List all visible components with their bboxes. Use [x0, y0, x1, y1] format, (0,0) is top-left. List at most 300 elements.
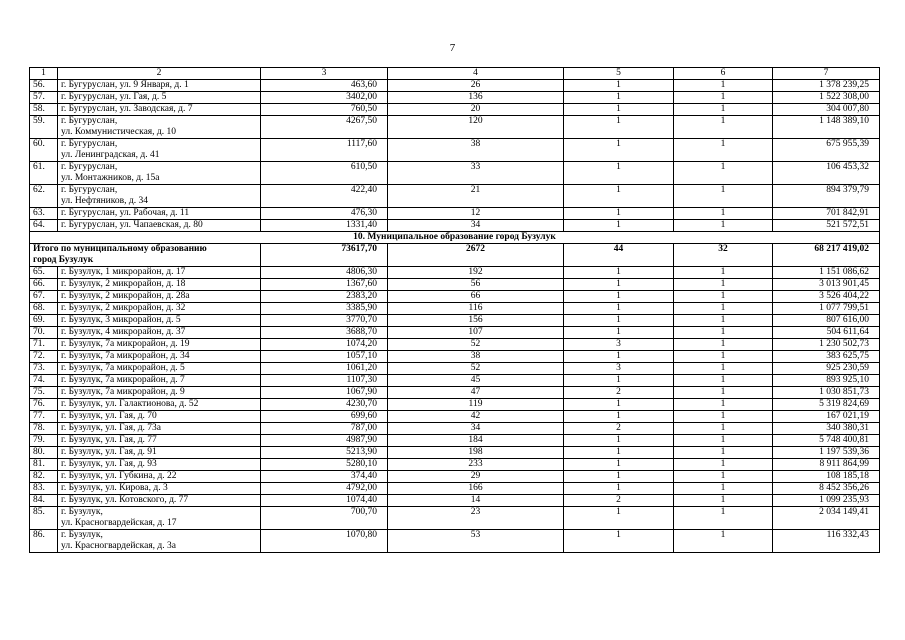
area-cell: 1107,30 — [261, 375, 388, 387]
table-row — [30, 459, 880, 471]
area-cell: 1067,90 — [261, 387, 388, 399]
count6-cell: 1 — [674, 399, 773, 411]
row-number: 80. — [30, 447, 58, 459]
count5-cell: 1 — [564, 80, 674, 92]
count6-cell: 1 — [674, 387, 773, 399]
total-count6: 32 — [674, 244, 773, 267]
table-row — [30, 279, 880, 291]
people-cell: 38 — [388, 351, 564, 363]
area-cell: 5280,10 — [261, 459, 388, 471]
address-cell — [58, 495, 261, 507]
sum-cell: 383 625,75 — [773, 351, 880, 363]
count5-cell: 1 — [564, 267, 674, 279]
sum-cell: 108 185,18 — [773, 471, 880, 483]
address-cell-line: г. Бузулук, 4 микрорайон, д. 37 — [61, 327, 186, 337]
address-cell-line: г. Бузулук, ул. Галактионова, д. 52 — [61, 399, 199, 409]
table-row — [30, 327, 880, 339]
area-cell: 476,30 — [261, 208, 388, 220]
area-cell: 4792,00 — [261, 483, 388, 495]
table-row — [30, 80, 880, 92]
people-cell: 66 — [388, 291, 564, 303]
sum-cell: 116 332,43 — [773, 530, 880, 553]
area-cell: 1070,80 — [261, 530, 388, 553]
people-cell: 107 — [388, 327, 564, 339]
people-cell: 192 — [388, 267, 564, 279]
sum-cell: 521 572,51 — [773, 220, 880, 232]
count6-cell: 1 — [674, 507, 773, 530]
total-people: 2672 — [388, 244, 564, 267]
address-cell-line: ул. Красногвардейская, д. 17 — [61, 518, 177, 528]
row-number: 75. — [30, 387, 58, 399]
row-number: 67. — [30, 291, 58, 303]
people-cell: 20 — [388, 104, 564, 116]
sum-cell: 1 230 502,73 — [773, 339, 880, 351]
address-cell-line: г. Бузулук, ул. Котовского, д. 77 — [61, 495, 189, 505]
area-cell: 1061,20 — [261, 363, 388, 375]
people-cell: 26 — [388, 80, 564, 92]
sum-cell: 1 099 235,93 — [773, 495, 880, 507]
table-row — [30, 267, 880, 279]
table-row — [30, 363, 880, 375]
count6-cell: 1 — [674, 291, 773, 303]
address-cell-line: г. Бугуруслан, — [61, 162, 118, 172]
address-cell-line: г. Бузулук, 2 микрорайон, д. 32 — [61, 303, 186, 313]
address-cell — [58, 375, 261, 387]
count5-cell: 1 — [564, 185, 674, 208]
count6-cell: 1 — [674, 104, 773, 116]
row-number: 65. — [30, 267, 58, 279]
count6-cell: 1 — [674, 279, 773, 291]
count6-cell: 1 — [674, 92, 773, 104]
address-cell-line: г. Бузулук, 7а микрорайон, д. 9 — [61, 387, 185, 397]
address-cell — [58, 80, 261, 92]
people-cell: 34 — [388, 423, 564, 435]
address-cell — [58, 208, 261, 220]
count5-cell: 1 — [564, 279, 674, 291]
sum-cell: 1 378 239,25 — [773, 80, 880, 92]
people-cell: 119 — [388, 399, 564, 411]
count6-cell: 1 — [674, 162, 773, 185]
sum-cell: 167 021,19 — [773, 411, 880, 423]
address-cell-line: ул. Коммунистическая, д. 10 — [61, 127, 176, 137]
address-cell — [58, 315, 261, 327]
count5-cell: 1 — [564, 459, 674, 471]
area-cell: 1331,40 — [261, 220, 388, 232]
address-cell-line: г. Бузулук, 2 микрорайон, д. 18 — [61, 279, 186, 289]
count5-cell: 2 — [564, 387, 674, 399]
area-cell: 4230,70 — [261, 399, 388, 411]
people-cell: 14 — [388, 495, 564, 507]
count5-cell: 1 — [564, 483, 674, 495]
people-cell: 21 — [388, 185, 564, 208]
row-number: 70. — [30, 327, 58, 339]
count6-cell: 1 — [674, 411, 773, 423]
total-sum: 68 217 419,02 — [773, 244, 880, 267]
address-cell-line: г. Бузулук, 7а микрорайон, д. 19 — [61, 339, 190, 349]
count5-cell: 1 — [564, 327, 674, 339]
sum-cell: 925 230,59 — [773, 363, 880, 375]
area-cell: 4806,30 — [261, 267, 388, 279]
table-row — [30, 303, 880, 315]
address-cell — [58, 507, 261, 530]
people-cell: 136 — [388, 92, 564, 104]
count6-cell: 1 — [674, 315, 773, 327]
sum-cell: 5 748 400,81 — [773, 435, 880, 447]
row-number: 71. — [30, 339, 58, 351]
count5-cell: 1 — [564, 139, 674, 162]
address-cell-line: г. Бузулук, ул. Гая, д. 77 — [61, 435, 157, 445]
count5-cell: 3 — [564, 339, 674, 351]
address-cell-line: г. Бузулук, ул. Гая, д. 70 — [61, 411, 157, 421]
count6-cell: 1 — [674, 267, 773, 279]
area-cell: 3402,00 — [261, 92, 388, 104]
table-row — [30, 351, 880, 363]
address-cell-line: г. Бугуруслан, — [61, 185, 118, 195]
sum-cell: 8 452 356,26 — [773, 483, 880, 495]
count6-cell: 1 — [674, 139, 773, 162]
section-row — [30, 232, 880, 244]
count6-cell: 1 — [674, 435, 773, 447]
column-header: 5 — [564, 68, 674, 80]
sum-cell: 504 611,64 — [773, 327, 880, 339]
row-number: 61. — [30, 162, 58, 185]
address-cell-line: г. Бугуруслан, — [61, 139, 118, 149]
count6-cell: 1 — [674, 375, 773, 387]
table-row — [30, 104, 880, 116]
table-row — [30, 315, 880, 327]
column-header: 3 — [261, 68, 388, 80]
row-number: 63. — [30, 208, 58, 220]
area-cell: 1367,60 — [261, 279, 388, 291]
count5-cell: 1 — [564, 162, 674, 185]
address-cell-line: г. Бугуруслан, ул. 9 Января, д. 1 — [61, 80, 189, 90]
row-number: 76. — [30, 399, 58, 411]
people-cell: 29 — [388, 471, 564, 483]
sum-cell: 3 526 404,22 — [773, 291, 880, 303]
table-row — [30, 423, 880, 435]
people-cell: 53 — [388, 530, 564, 553]
count5-cell: 1 — [564, 435, 674, 447]
count6-cell: 1 — [674, 471, 773, 483]
row-number: 83. — [30, 483, 58, 495]
row-number: 79. — [30, 435, 58, 447]
sum-cell: 1 030 851,73 — [773, 387, 880, 399]
sum-cell: 675 955,39 — [773, 139, 880, 162]
sum-cell: 1 148 389,10 — [773, 116, 880, 139]
count6-cell: 1 — [674, 208, 773, 220]
count6-cell: 1 — [674, 423, 773, 435]
address-cell-line: г. Бугуруслан, — [61, 116, 118, 126]
address-cell-line: г. Бузулук, ул. Губкина, д. 22 — [61, 471, 177, 481]
count5-cell: 2 — [564, 423, 674, 435]
column-header: 2 — [58, 68, 261, 80]
area-cell: 463,60 — [261, 80, 388, 92]
count5-cell: 1 — [564, 399, 674, 411]
people-cell: 56 — [388, 279, 564, 291]
address-cell-line: г. Бузулук, 7а микрорайон, д. 7 — [61, 375, 185, 385]
table-row — [30, 507, 880, 530]
table-row — [30, 220, 880, 232]
area-cell: 787,00 — [261, 423, 388, 435]
address-cell — [58, 162, 261, 185]
table-row — [30, 291, 880, 303]
address-cell-line: ул. Нефтяников, д. 34 — [61, 196, 148, 206]
address-cell-line: г. Бузулук, 3 микрорайон, д. 5 — [61, 315, 181, 325]
address-cell — [58, 387, 261, 399]
row-number: 58. — [30, 104, 58, 116]
table-row — [30, 162, 880, 185]
total-count5: 44 — [564, 244, 674, 267]
column-header: 4 — [388, 68, 564, 80]
sum-cell: 8 911 864,99 — [773, 459, 880, 471]
sum-cell: 1 077 799,51 — [773, 303, 880, 315]
row-number: 74. — [30, 375, 58, 387]
address-cell-line: г. Бузулук, — [61, 530, 103, 540]
count6-cell: 1 — [674, 327, 773, 339]
address-cell — [58, 139, 261, 162]
address-cell-line: г. Бузулук, ул. Гая, д. 93 — [61, 459, 157, 469]
table-row — [30, 435, 880, 447]
count5-cell: 1 — [564, 375, 674, 387]
people-cell: 47 — [388, 387, 564, 399]
count5-cell: 3 — [564, 363, 674, 375]
count6-cell: 1 — [674, 483, 773, 495]
section-title: 10. Муниципальное образование город Бузулук — [30, 232, 880, 244]
table-row — [30, 208, 880, 220]
area-cell: 4987,90 — [261, 435, 388, 447]
total-label-line: город Бузулук — [33, 255, 94, 265]
people-cell: 23 — [388, 507, 564, 530]
count5-cell: 1 — [564, 447, 674, 459]
address-cell — [58, 459, 261, 471]
count6-cell: 1 — [674, 495, 773, 507]
row-number: 86. — [30, 530, 58, 553]
sum-cell: 5 319 824,69 — [773, 399, 880, 411]
table-row — [30, 185, 880, 208]
row-number: 77. — [30, 411, 58, 423]
count6-cell: 1 — [674, 351, 773, 363]
address-cell — [58, 363, 261, 375]
row-number: 60. — [30, 139, 58, 162]
area-cell: 1074,40 — [261, 495, 388, 507]
people-cell: 45 — [388, 375, 564, 387]
address-cell — [58, 185, 261, 208]
sum-cell: 1 522 308,00 — [773, 92, 880, 104]
address-cell — [58, 327, 261, 339]
count5-cell: 1 — [564, 530, 674, 553]
address-cell-line: г. Бузулук, 2 микрорайон, д. 28а — [61, 291, 190, 301]
address-cell — [58, 411, 261, 423]
total-label — [30, 244, 261, 267]
area-cell: 700,70 — [261, 507, 388, 530]
row-number: 59. — [30, 116, 58, 139]
address-cell-line: г. Бузулук, 1 микрорайон, д. 17 — [61, 267, 186, 277]
address-cell — [58, 447, 261, 459]
housing-table — [29, 67, 880, 553]
sum-cell: 106 453,32 — [773, 162, 880, 185]
people-cell: 42 — [388, 411, 564, 423]
table-body — [30, 68, 880, 553]
table-row — [30, 92, 880, 104]
count5-cell: 2 — [564, 495, 674, 507]
row-number: 64. — [30, 220, 58, 232]
people-cell: 52 — [388, 363, 564, 375]
row-number: 78. — [30, 423, 58, 435]
table-row — [30, 530, 880, 553]
area-cell: 1057,10 — [261, 351, 388, 363]
address-cell — [58, 339, 261, 351]
count6-cell: 1 — [674, 303, 773, 315]
header-row — [30, 68, 880, 80]
sum-cell: 701 842,91 — [773, 208, 880, 220]
address-cell-line: ул. Монтажников, д. 15а — [61, 173, 160, 183]
address-cell-line: ул. Ленинградская, д. 41 — [61, 150, 160, 160]
count5-cell: 1 — [564, 303, 674, 315]
row-number: 85. — [30, 507, 58, 530]
column-header: 1 — [30, 68, 58, 80]
total-row — [30, 244, 880, 267]
area-cell: 760,50 — [261, 104, 388, 116]
sum-cell: 807 616,00 — [773, 315, 880, 327]
count5-cell: 1 — [564, 351, 674, 363]
count5-cell: 1 — [564, 291, 674, 303]
count6-cell: 1 — [674, 459, 773, 471]
count5-cell: 1 — [564, 315, 674, 327]
sum-cell: 1 197 539,36 — [773, 447, 880, 459]
people-cell: 34 — [388, 220, 564, 232]
page-number: 7 — [449, 42, 456, 54]
area-cell: 4267,50 — [261, 116, 388, 139]
sum-cell: 340 380,31 — [773, 423, 880, 435]
address-cell-line: г. Бузулук, 7а микрорайон, д. 5 — [61, 363, 185, 373]
address-cell — [58, 104, 261, 116]
people-cell: 166 — [388, 483, 564, 495]
address-cell-line: г. Бугуруслан, ул. Заводская, д. 7 — [61, 104, 193, 114]
row-number: 66. — [30, 279, 58, 291]
count6-cell: 1 — [674, 339, 773, 351]
area-cell: 1117,60 — [261, 139, 388, 162]
count6-cell: 1 — [674, 363, 773, 375]
address-cell-line: г. Бугуруслан, ул. Рабочая, д. 11 — [61, 208, 190, 218]
address-cell — [58, 220, 261, 232]
people-cell: 156 — [388, 315, 564, 327]
people-cell: 116 — [388, 303, 564, 315]
row-number: 81. — [30, 459, 58, 471]
people-cell: 52 — [388, 339, 564, 351]
row-number: 82. — [30, 471, 58, 483]
table-row — [30, 399, 880, 411]
address-cell — [58, 291, 261, 303]
count6-cell: 1 — [674, 447, 773, 459]
area-cell: 610,50 — [261, 162, 388, 185]
people-cell: 33 — [388, 162, 564, 185]
area-cell: 422,40 — [261, 185, 388, 208]
sum-cell: 304 007,80 — [773, 104, 880, 116]
address-cell — [58, 92, 261, 104]
row-number: 62. — [30, 185, 58, 208]
sum-cell: 893 925,10 — [773, 375, 880, 387]
area-cell: 1074,20 — [261, 339, 388, 351]
area-cell: 3385,90 — [261, 303, 388, 315]
address-cell — [58, 116, 261, 139]
address-cell — [58, 423, 261, 435]
table-row — [30, 495, 880, 507]
address-cell-line: г. Бузулук, ул. Кирова, д. 3 — [61, 483, 168, 493]
sum-cell: 2 034 149,41 — [773, 507, 880, 530]
area-cell: 2383,20 — [261, 291, 388, 303]
address-cell-line: ул. Красногвардейская, д. 3а — [61, 541, 176, 551]
area-cell: 3688,70 — [261, 327, 388, 339]
people-cell: 233 — [388, 459, 564, 471]
sum-cell: 894 379,79 — [773, 185, 880, 208]
address-cell-line: г. Бугуруслан, ул. Чапаевская, д. 80 — [61, 220, 203, 230]
count5-cell: 1 — [564, 92, 674, 104]
address-cell — [58, 530, 261, 553]
count6-cell: 1 — [674, 80, 773, 92]
people-cell: 12 — [388, 208, 564, 220]
sum-cell: 1 151 086,62 — [773, 267, 880, 279]
column-header: 6 — [674, 68, 773, 80]
address-cell-line: г. Бузулук, ул. Гая, д. 91 — [61, 447, 157, 457]
table-row — [30, 411, 880, 423]
row-number: 57. — [30, 92, 58, 104]
count6-cell: 1 — [674, 116, 773, 139]
area-cell: 699,60 — [261, 411, 388, 423]
count5-cell: 1 — [564, 220, 674, 232]
row-number: 68. — [30, 303, 58, 315]
address-cell — [58, 435, 261, 447]
address-cell — [58, 279, 261, 291]
count5-cell: 1 — [564, 471, 674, 483]
row-number: 56. — [30, 80, 58, 92]
count5-cell: 1 — [564, 116, 674, 139]
row-number: 73. — [30, 363, 58, 375]
count6-cell: 1 — [674, 185, 773, 208]
address-cell-line: г. Бузулук, — [61, 507, 103, 517]
area-cell: 5213,90 — [261, 447, 388, 459]
row-number: 69. — [30, 315, 58, 327]
table-row — [30, 339, 880, 351]
area-cell: 374,40 — [261, 471, 388, 483]
sum-cell: 3 013 901,45 — [773, 279, 880, 291]
address-cell — [58, 399, 261, 411]
people-cell: 120 — [388, 116, 564, 139]
row-number: 84. — [30, 495, 58, 507]
count6-cell: 1 — [674, 220, 773, 232]
count5-cell: 1 — [564, 104, 674, 116]
address-cell — [58, 267, 261, 279]
table-row — [30, 139, 880, 162]
count5-cell: 1 — [564, 507, 674, 530]
table-row — [30, 375, 880, 387]
row-number: 72. — [30, 351, 58, 363]
table-row — [30, 447, 880, 459]
address-cell — [58, 351, 261, 363]
count6-cell: 1 — [674, 530, 773, 553]
address-cell — [58, 471, 261, 483]
column-header: 7 — [773, 68, 880, 80]
address-cell-line: г. Бузулук, 7а микрорайон, д. 34 — [61, 351, 190, 361]
table-row — [30, 471, 880, 483]
address-cell — [58, 483, 261, 495]
total-area: 73617,70 — [261, 244, 388, 267]
table-row — [30, 387, 880, 399]
address-cell-line: г. Бугуруслан, ул. Гая, д. 5 — [61, 92, 167, 102]
address-cell-line: г. Бузулук, ул. Гая, д. 73а — [61, 423, 162, 433]
area-cell: 3770,70 — [261, 315, 388, 327]
count5-cell: 1 — [564, 208, 674, 220]
people-cell: 184 — [388, 435, 564, 447]
